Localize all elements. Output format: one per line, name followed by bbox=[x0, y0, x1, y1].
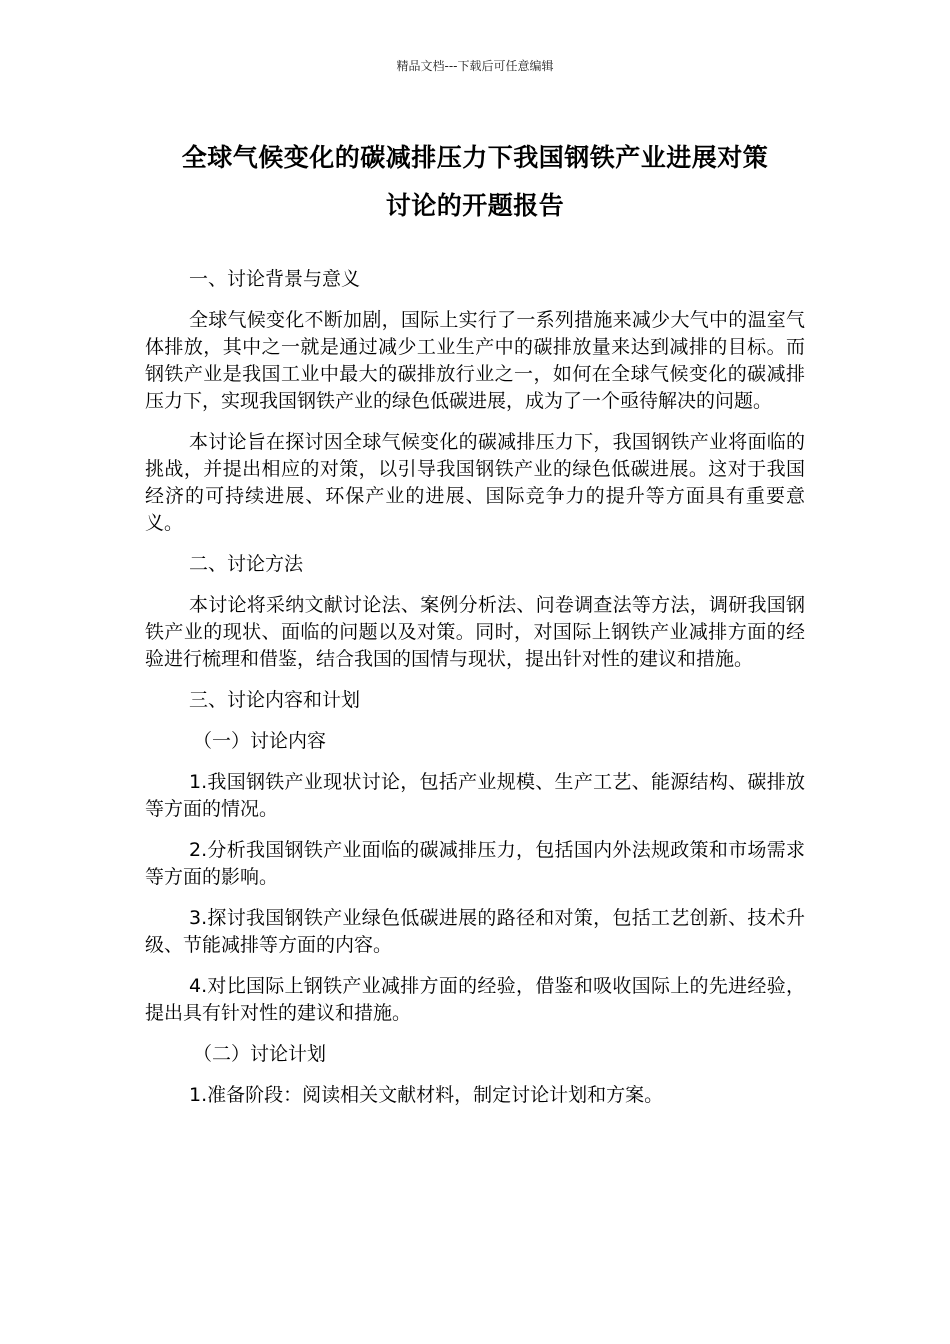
subheading-content: （一）讨论内容 bbox=[193, 730, 327, 752]
section-heading-content-plan: 三、讨论内容和计划 bbox=[189, 689, 361, 711]
list-item-content-1: 1.我国钢铁产业现状讨论，包括产业规模、生产工艺、能源结构、碳排放等方面的情况。 bbox=[145, 771, 805, 820]
paragraph-methods: 本讨论将采纳文献讨论法、案例分析法、问卷调查法等方法，调研我国钢铁产业的现状、面临的问题以及对策。同时，对国际上钢铁产业减排方面的经验进行梳理和借鉴，结合我国的国情与现状，提出针对性的建议和措施。 bbox=[145, 594, 805, 670]
list-item-content-2: 2.分析我国钢铁产业面临的碳减排压力，包括国内外法规政策和市场需求等方面的影响。 bbox=[145, 839, 805, 888]
header-note: 精品文档---下载后可任意编辑 bbox=[396, 59, 554, 73]
subheading-plan: （二）讨论计划 bbox=[193, 1043, 327, 1065]
section-heading-background: 一、讨论背景与意义 bbox=[189, 268, 361, 290]
document-body bbox=[145, 266, 805, 1123]
list-item-content-3: 3.探讨我国钢铁产业绿色低碳进展的路径和对策，包括工艺创新、技术升级、节能减排等方面的内容。 bbox=[145, 907, 805, 956]
title-line-1: 全球气候变化的碳减排压力下我国钢铁产业进展对策 bbox=[181, 143, 769, 172]
section-heading-methods: 二、讨论方法 bbox=[189, 553, 304, 575]
title-line-2: 讨论的开题报告 bbox=[385, 191, 565, 220]
paragraph-background-1: 全球气候变化不断加剧，国际上实行了一系列措施来减少大气中的温室气体排放，其中之一就是通过减少工业生产中的碳排放量来达到减排的目标。而钢铁产业是我国工业中最大的碳排放行业之一，如何在全球气候变化的碳减排压力下，实现我国钢铁产业的绿色低碳进展，成为了一个亟待解决的问题。 bbox=[145, 309, 805, 412]
paragraph-background-2: 本讨论旨在探讨因全球气候变化的碳减排压力下，我国钢铁产业将面临的挑战，并提出相应的对策，以引导我国钢铁产业的绿色低碳进展。这对于我国经济的可持续进展、环保产业的进展、国际竞争力的提升等方面具有重要意义。 bbox=[145, 431, 805, 534]
list-item-content-4: 4.对比国际上钢铁产业减排方面的经验，借鉴和吸收国际上的先进经验，提出具有针对性的建议和措施。 bbox=[145, 975, 805, 1024]
document-title bbox=[140, 134, 810, 230]
list-item-plan-1: 1.准备阶段：阅读相关文献材料，制定讨论计划和方案。 bbox=[189, 1084, 664, 1106]
